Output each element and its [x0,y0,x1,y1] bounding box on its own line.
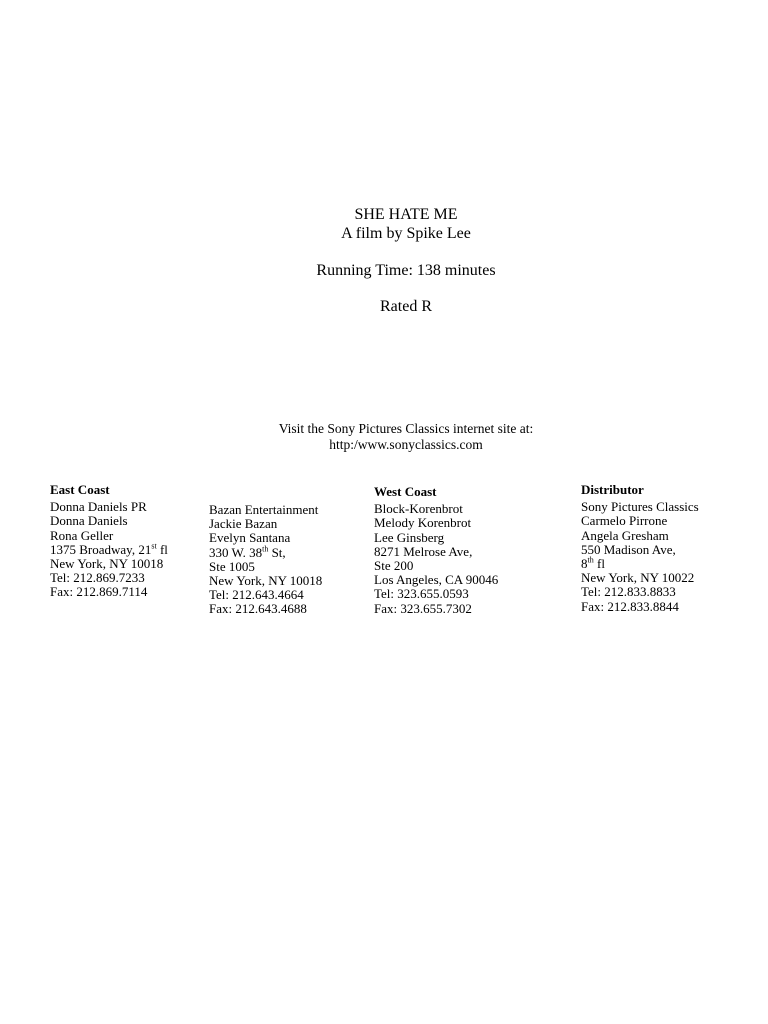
contact-city: New York, NY 10018 [209,573,323,589]
contact-fax: Fax: 323.655.7302 [374,600,472,616]
contact-line: Lee Ginsberg [374,529,445,545]
contact-line: Jackie Bazan [209,516,278,532]
website-intro: Visit the Sony Pictures Classics internet site at: [278,421,534,436]
contact-fax: Fax: 212.643.4688 [209,601,307,617]
contact-line: 550 Madison Ave, [581,541,676,557]
contact-city: New York, NY 10022 [581,570,695,586]
contact-line: Donna Daniels PR [50,499,147,515]
contact-line: Los Angeles, CA 90046 [374,572,499,588]
film-title: SHE HATE ME [354,206,458,223]
ordinal-suffix: st [151,541,157,551]
contact-suite: Ste 1005 [209,558,255,574]
contact-floor [581,557,699,571]
contact-line: Angela Gresham [581,527,669,543]
contact-line: Donna Daniels [50,513,128,529]
distributor-contact [581,483,699,614]
distributor-heading: Distributor [581,482,644,497]
ordinal-suffix: th [587,555,594,565]
contact-line: Sony Pictures Classics [581,499,699,515]
street-text: 330 W. 38 [209,544,263,560]
contact-line: Bazan Entertainment [209,502,319,517]
street-tail: fl [156,541,168,557]
ordinal-suffix: th [262,544,269,554]
contact-tel: Tel: 323.655.0593 [374,586,469,602]
contact-street [50,543,168,557]
contact-tel: Tel: 212.643.4664 [209,587,304,603]
west-coast-contact [374,485,498,616]
contact-line: Melody Korenbrot [374,515,472,531]
street-text: 1375 Broadway, 21 [50,541,152,557]
running-time: Running Time: 138 minutes [316,262,496,279]
east-coast-heading: East Coast [50,482,110,497]
website-url: http:/www.sonyclassics.com [329,437,483,452]
floor-tail: fl [593,556,605,572]
floor-text: 8 [581,556,588,572]
contact-line: Evelyn Santana [209,530,291,546]
contact-line: Rona Geller [50,527,114,543]
contact-tel: Tel: 212.869.7233 [50,570,145,586]
east-coast-contact [50,483,168,600]
contact-street [209,546,322,560]
west-coast-heading: West Coast [374,484,437,499]
contact-fax: Fax: 212.869.7114 [50,584,148,600]
contact-line: Ste 200 [374,558,414,574]
contact-fax: Fax: 212.833.8844 [581,598,679,614]
street-tail: St, [268,544,286,560]
contact-line: Block-Korenbrot [374,501,463,517]
bazan-contact [209,503,322,617]
contact-tel: Tel: 212.833.8833 [581,584,676,600]
contact-line: 8271 Melrose Ave, [374,543,473,559]
contact-line: Carmelo Pirrone [581,513,668,529]
film-credit: A film by Spike Lee [341,225,471,242]
contact-city: New York, NY 10018 [50,556,164,572]
rating: Rated R [380,298,432,315]
